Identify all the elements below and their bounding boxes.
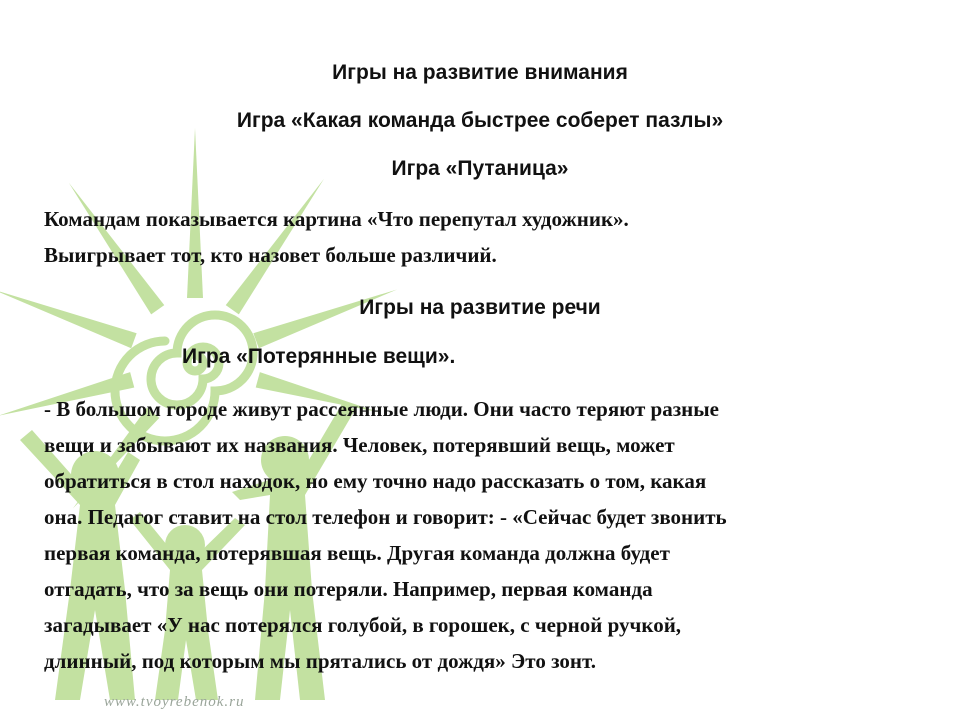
paragraph-line: она. Педагог ставит на стол телефон и говорит: - «Сейчас будет звонить — [44, 505, 727, 529]
heading-game-lost-things: Игра «Потерянные вещи». — [182, 345, 456, 368]
heading-speech-games: Игры на развитие речи — [359, 296, 601, 319]
paragraph-line: отгадать, что за вещь они потеряли. Например, первая команда — [44, 577, 653, 601]
paragraph-confusion — [44, 201, 924, 273]
paragraph-line: вещи и забывают их названия. Человек, потерявший вещь, может — [44, 433, 675, 457]
paragraph-line: длинный, под которым мы прятались от дождя» Это зонт. — [44, 649, 596, 673]
paragraph-line: первая команда, потерявшая вещь. Другая команда должна будет — [44, 541, 670, 565]
paragraph-line: обратиться в стол находок, но ему точно надо рассказать о том, какая — [44, 469, 707, 493]
paragraph-line: - В большом городе живут рассеянные люди. Они часто теряют разные — [44, 397, 719, 421]
watermark-site-text: www.tvoyrebenok.ru — [104, 694, 245, 710]
paragraph-line: Выигрывает тот, кто назовет больше различий. — [44, 243, 497, 267]
paragraph-line: загадывает «У нас потерялся голубой, в горошек, с черной ручкой, — [44, 613, 682, 637]
heading-game-puzzles: Игра «Какая команда быстрее соберет пазлы» — [236, 109, 724, 132]
heading-attention-games: Игры на развитие внимания — [332, 61, 628, 84]
heading-game-confusion: Игра «Путаница» — [391, 157, 569, 180]
paragraph-line: Командам показывается картина «Что перепутал художник». — [44, 207, 629, 231]
paragraph-lost-things — [44, 391, 924, 679]
